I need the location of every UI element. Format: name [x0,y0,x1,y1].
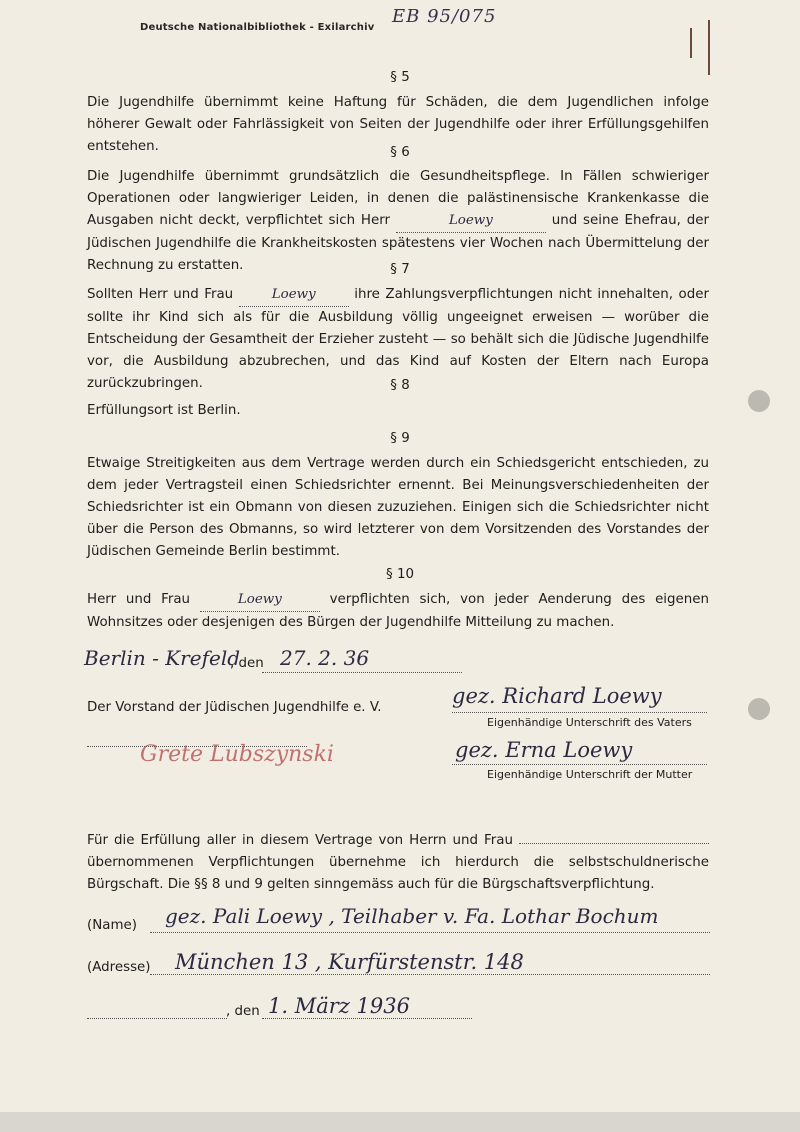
section-10-text-b: verpflichten sich, von jeder Aenderung des eigenen Wohnsitzes oder desjenigen des Bürgen der Jugendhilfe Mitteilung zu machen. [87,592,709,630]
father-signature: gez. Richard Loewy [452,684,662,708]
section-7-text-a: Sollten Herr und Frau [87,287,234,302]
mother-caption: Eigenhändige Unterschrift der Mutter [487,768,693,781]
section-10-text [87,589,709,634]
board-label: Der Vorstand der Jüdischen Jugendhilfe e. V. [87,700,382,715]
section-10-name: Loewy [200,589,320,612]
name-label: (Name) [87,918,137,933]
address-line [150,974,710,975]
section-7-text-b: ihre Zahlungsverpflichtungen nicht innehalten, oder sollte ihr Kind sich als für die Ausbildung völlig ungeeignet erweisen — worüber die Entscheidung der Gesamtheit der Erzieher zusteht — so behält sich die Jüdische Jugendhilfe vor, die Ausbildung abzubrechen, und das Kind auf Kosten der Eltern nach Europa zurückzubringen. [87,287,709,391]
father-signature-line [452,712,707,713]
address-label: (Adresse) [87,960,151,975]
archive-number: EB 95/075 [392,6,497,27]
signing-place: Berlin - Krefeld [84,646,241,670]
section-8-heading: § 8 [390,378,410,393]
date-line [262,672,462,673]
name-line [150,932,710,933]
guarantee-text-b: übernommenen Verpflichtungen übernehme ich hierdurch die selbstschuldnerische Bürgschaft. Die §§ 8 und 9 gelten sinngemäss auch für die Bürgschaftsverpflichtung. [87,855,709,892]
section-8-text [87,400,709,422]
section-6-text-b: und seine Ehefrau, der Jüdischen Jugendhilfe die Krankheitskosten spätestens vier Wochen nach Übermittelung der Rechnung zu erstatten. [87,213,709,273]
section-6-text [87,166,709,277]
signing-date: 27. 2. 36 [280,646,370,670]
section-6-name: Loewy [396,210,546,233]
section-6-text-a: Die Jugendhilfe übernimmt grundsätzlich die Gesundheitspflege. In Fällen schwieriger Operationen oder langwieriger Leiden, in denen die palästinensische Krankenkasse die Ausgaben nicht deckt, verpflichtet sich Herr [87,169,709,228]
margin-mark-line [690,28,692,58]
signing-den-label: , den [230,656,264,671]
guarantee-text [87,830,709,896]
board-signature: Grete Lubszynski [140,742,334,767]
guarantor-name: gez. Pali Loewy , Teilhaber v. Fa. Lothar Bochum [165,904,659,928]
mother-signature-line [452,764,707,765]
father-caption: Eigenhändige Unterschrift des Vaters [487,716,692,729]
punch-hole-top [748,390,770,412]
punch-hole-bottom [748,698,770,720]
guarantee-den-label: , den [226,1004,260,1019]
section-10-heading: § 10 [386,567,414,582]
section-7-heading: § 7 [390,262,410,277]
guarantor-address: München 13 , Kurfürstenstr. 148 [175,950,524,974]
guarantee-date-line [262,1018,472,1019]
section-7-name: Loewy [239,284,349,307]
mother-signature: gez. Erna Loewy [455,738,633,762]
section-5-paragraph: Die Jugendhilfe übernimmt keine Haftung für Schäden, die dem Jugendlichen infolge höherer Gewalt oder Fahrlässigkeit von Seiten der Jugendhilfe oder ihrer Erfüllungsgehilfen entstehen. [87,95,709,154]
section-9-heading: § 9 [390,431,410,446]
guarantee-date: 1. März 1936 [268,994,410,1018]
library-stamp: Deutsche Nationalbibliothek - Exilarchiv [140,22,375,33]
section-8-paragraph: Erfüllungsort ist Berlin. [87,403,241,418]
guarantee-text-a: Für die Erfüllung aller in diesem Vertrage von Herrn und Frau [87,833,513,848]
section-9-text [87,453,709,563]
guarantee-name-blank [519,843,709,844]
place-line [87,1018,227,1019]
section-6-heading: § 6 [390,145,410,160]
section-5-heading: § 5 [390,70,410,85]
scan-border [0,1112,800,1132]
section-9-paragraph: Etwaige Streitigkeiten aus dem Vertrage werden durch ein Schiedsgericht entschieden, zu dem jeder Vertragsteil einen Schiedsrichter ernennt. Bei Meinungsverschiedenheiten der Schiedsrichter ist ein Obmann von diesen zuzuziehen. Einigen sich die Schiedsrichter nicht über die Person des Obmanns, so wird letzterer von dem Vorsitzenden des Vorstandes der Jüdischen Gemeinde Berlin bestimmt. [87,456,709,559]
section-10-text-a: Herr und Frau [87,592,191,607]
